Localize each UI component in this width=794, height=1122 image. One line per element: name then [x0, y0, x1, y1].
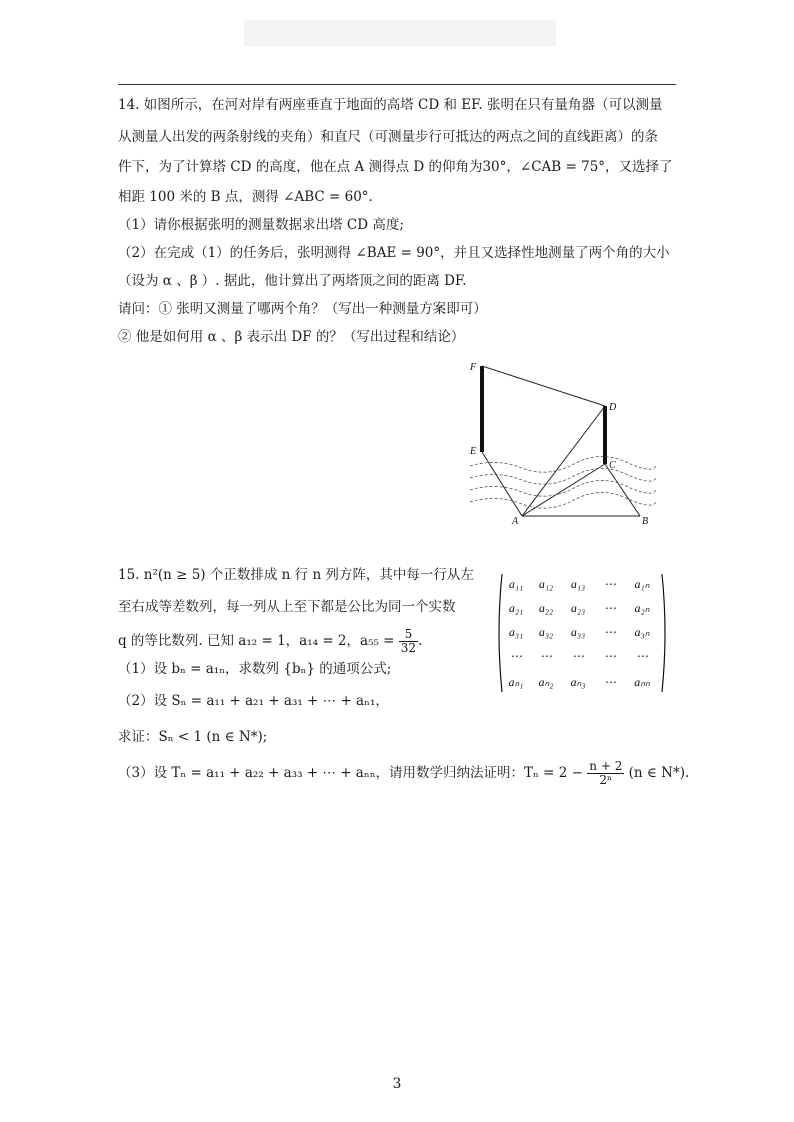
matrix-right-paren [662, 574, 665, 692]
q14-line-9: ② 他是如何用 α 、β 表示出 DF 的？（写出过程和结论） [118, 329, 465, 345]
matrix-cell: a₂₃ [570, 601, 586, 615]
matrix-cell: ⋯ [510, 649, 522, 663]
q14-line-8: 请问：① 张明又测量了哪两个角？（写出一种测量方案即可） [118, 301, 487, 317]
matrix-cell: a₃ₙ [634, 625, 650, 639]
matrix-cell: a₃₁ [508, 625, 524, 639]
matrix-cell: a₁₂ [538, 577, 554, 591]
matrix-cell: aₙₙ [634, 675, 650, 689]
header-rule [118, 84, 676, 85]
q15-line-1: 15. n²(n ≥ 5) 个正数排成 n 行 n 列方阵，其中每一行从左 [118, 567, 474, 583]
q15-line-3-text: q 的等比数列. 已知 a₁₂ = 1，a₁₄ = 2，a₅₅ = [118, 633, 395, 649]
matrix-cell: ⋯ [604, 675, 616, 689]
matrix-cell: a₃₃ [570, 625, 586, 639]
label-f: F [470, 362, 477, 373]
page-number: 3 [392, 1076, 402, 1092]
line-fd [482, 366, 605, 406]
a55-fraction [399, 628, 418, 655]
tower-figure [466, 358, 662, 528]
a55-fraction-numerator: 5 [399, 628, 418, 642]
q15-line-7-text: （3）设 Tₙ = a₁₁ + a₂₂ + a₃₃ + ⋯ + aₙₙ，请用数学归纳法证明：Tₙ = 2 − [118, 765, 583, 781]
q15-line-4: （1）设 bₙ = a₁ₙ，求数列 {bₙ} 的通项公式; [118, 661, 392, 677]
matrix-cell: ⋯ [572, 649, 584, 663]
matrix-figure [494, 570, 670, 696]
q15-line-7-tail: (n ∈ N*). [628, 765, 690, 781]
q14-line-4: 相距 100 米的 B 点，测得 ∠ABC = 60°. [118, 189, 373, 205]
river-waves [470, 456, 656, 508]
label-a: A [512, 516, 519, 527]
tn-fraction-numerator: n + 2 [589, 759, 623, 773]
q14-line-3: 件下，为了计算塔 CD 的高度，他在点 A 测得点 D 的仰角为30°，∠CAB = 75°，又选择了 [118, 159, 673, 175]
a55-fraction-denominator: 32 [400, 641, 417, 655]
q15-line-6: 求证：Sₙ < 1 (n ∈ N*); [118, 729, 268, 745]
q14-line-1: 14. 如图所示，在河对岸有两座垂直于地面的高塔 CD 和 EF. 张明在只有量角器（可以测量 [118, 97, 663, 113]
q15-line-3: q 的等比数列. 已知 a₁₂ = 1，a₁₄ = 2，a₅₅ = $\frac{5}{32}$ . [118, 627, 423, 655]
q14-line-6: （2）在完成（1）的任务后，张明测得 ∠BAE = 90°，并且又选择性地测量了两个角的大小 [118, 245, 670, 261]
matrix-left-paren [499, 574, 502, 692]
header-placeholder-bar [244, 20, 556, 46]
matrix-cell: aₙ₃ [570, 675, 586, 689]
matrix-cell: ⋯ [540, 649, 552, 663]
label-e: E [470, 446, 477, 457]
line-ea [482, 452, 522, 516]
q15-line-7 [118, 760, 689, 787]
matrix-cell: a₃₂ [538, 625, 554, 639]
matrix-cell: a₂₁ [508, 601, 524, 615]
matrix-cell: a₂₂ [538, 601, 554, 615]
matrix-cell: ⋯ [604, 577, 616, 591]
matrix-cell: aₙ₂ [538, 675, 554, 689]
line-ad [522, 406, 605, 516]
label-c: C [609, 460, 616, 471]
matrix-cell: ⋯ [604, 625, 616, 639]
tn-fraction-denominator: 2ⁿ [599, 773, 613, 787]
label-d: D [609, 402, 617, 413]
matrix-cell: a₂ₙ [634, 601, 650, 615]
matrix-cell: ⋯ [604, 649, 616, 663]
q15-line-2: 至右成等差数列，每一列从上至下都是公比为同一个实数 [118, 599, 456, 615]
tn-fraction [587, 760, 624, 787]
matrix-cell: a₁₁ [508, 577, 524, 591]
q14-line-7: （设为 α 、β ）. 据此，他计算出了两塔顶之间的距离 DF. [118, 273, 467, 289]
matrix-cell: ⋯ [604, 601, 616, 615]
q14-line-2: 从测量人出发的两条射线的夹角）和直尺（可测量步行可抵达的两点之间的直线距离）的条 [118, 129, 658, 145]
matrix-cell: a₁ₙ [634, 577, 650, 591]
label-b: B [642, 516, 649, 527]
matrix-cell: ⋯ [636, 649, 648, 663]
matrix-cell: a₁₃ [570, 577, 586, 591]
matrix-cell: aₙ₁ [508, 675, 524, 689]
q15-line-5: （2）设 Sₙ = a₁₁ + a₂₁ + a₃₁ + ⋯ + aₙ₁， [118, 693, 389, 709]
q14-line-5: （1）请你根据张明的测量数据求出塔 CD 高度; [118, 217, 404, 233]
